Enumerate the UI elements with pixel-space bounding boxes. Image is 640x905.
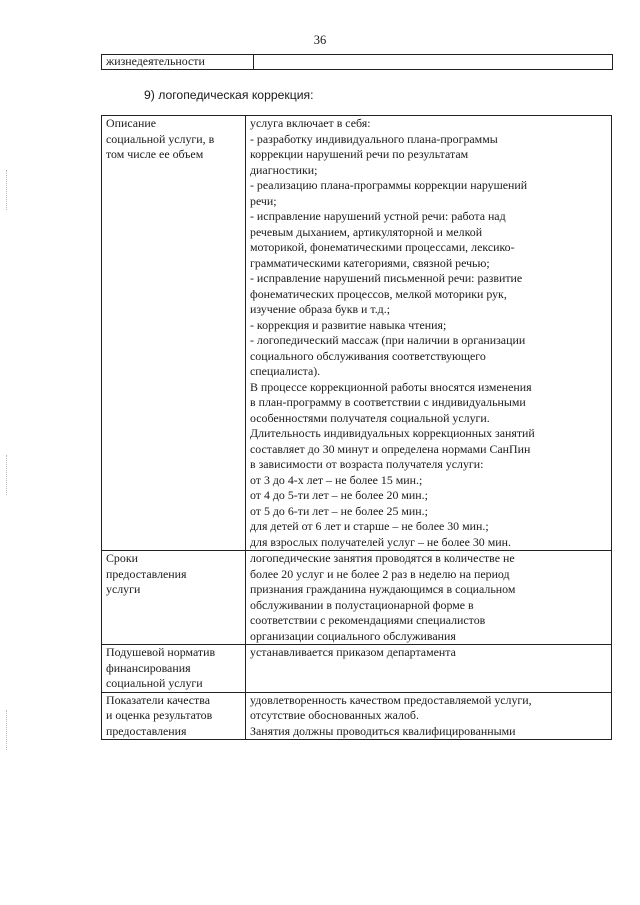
label-line: предоставления: [106, 723, 187, 738]
table-cell-label: [102, 116, 246, 551]
content-line: отсутствие обоснованных жалоб.: [250, 708, 419, 722]
content-line: более 20 услуг и не более 2 раз в неделю на период: [250, 566, 510, 581]
content-line: специалиста).: [250, 364, 321, 378]
table-row: [102, 645, 612, 693]
scan-artifact: [6, 170, 9, 210]
table-row: [102, 692, 612, 740]
table-cell-content: [246, 645, 612, 693]
table-row: [102, 116, 612, 551]
content-line: речевым дыханием, артикуляторной и мелкой: [250, 224, 483, 239]
content-line: речи;: [250, 193, 277, 208]
label-line: Сроки: [106, 551, 138, 565]
label-line: Подушевой норматив: [106, 645, 216, 659]
content-line: для детей от 6 лет и старше – не более 30 мин.;: [250, 519, 489, 533]
content-line: обслуживании в полустационарной форме в: [250, 597, 474, 612]
table-row: [102, 551, 612, 645]
content-line: составляет до 30 минут и определена нормами СанПин: [250, 441, 531, 456]
section-heading: 9) логопедическая коррекция:: [144, 88, 314, 102]
content-line: от 5 до 6-ти лет – не более 25 мин.;: [250, 503, 428, 518]
scan-artifact: [6, 710, 9, 750]
label-line: услуги: [106, 582, 141, 596]
content-line: Занятия должны проводиться квалифицированными: [250, 723, 516, 738]
content-line: организации социального обслуживания: [250, 628, 456, 643]
table-cell-content: [246, 116, 612, 551]
content-line: Длительность индивидуальных коррекционных занятий: [250, 426, 535, 440]
content-line: - логопедический массаж (при наличии в организации: [250, 333, 526, 347]
content-line: коррекции нарушений речи по результатам: [250, 147, 469, 161]
table-cell-content: [254, 55, 613, 70]
content-line: диагностики;: [250, 162, 318, 177]
content-line: особенностями получателя социальной услуги.: [250, 410, 490, 425]
content-line: - реализацию плана-программы коррекции нарушений: [250, 178, 528, 192]
label-line: социальной услуги, в: [106, 131, 215, 146]
content-line: от 4 до 5-ти лет – не более 20 мин.;: [250, 488, 428, 502]
service-description-table: [101, 115, 612, 740]
label-line: том числе ее объем: [106, 147, 204, 161]
content-line: для взрослых получателей услуг – не более 30 мин.: [250, 534, 511, 549]
content-line: В процессе коррекционной работы вносятся изменения: [250, 379, 532, 394]
label-line: финансирования: [106, 660, 191, 675]
content-line: - разработку индивидуального плана-программы: [250, 131, 498, 146]
page-number: 36: [313, 33, 327, 47]
content-line: удовлетворенность качеством предоставляемой услуги,: [250, 692, 532, 707]
content-line: социального обслуживания соответствующего: [250, 348, 486, 363]
content-line: признания гражданина нуждающимся в социальном: [250, 582, 516, 596]
label-line: предоставления: [106, 566, 187, 581]
label-line: Описание: [106, 116, 157, 130]
content-line: моторикой, фонематическими процессами, лексико-: [250, 240, 515, 254]
content-line: в план-программу в соответствии с индивидуальными: [250, 395, 526, 409]
scan-artifact: [6, 455, 9, 495]
content-line: услуга включает в себя:: [250, 116, 371, 130]
content-line: в зависимости от возраста получателя услуги:: [250, 457, 484, 471]
content-line: фонематических процессов, мелкой моторики рук,: [250, 286, 507, 301]
table-row: [102, 55, 613, 70]
content-line: соответствии с рекомендациями специалистов: [250, 613, 486, 627]
content-line: от 3 до 4-х лет – не более 15 мин.;: [250, 472, 423, 487]
table-cell-content: [246, 692, 612, 740]
content-line: изучение образа букв и т.д.;: [250, 302, 390, 316]
table-cell-label: [102, 551, 246, 645]
content-line: - исправление нарушений устной речи: работа над: [250, 209, 506, 223]
content-line: - исправление нарушений письменной речи: развитие: [250, 271, 523, 285]
content-line: грамматическими категориями, связной речью;: [250, 255, 490, 270]
label-line: Показатели качества: [106, 692, 210, 707]
label-line: и оценка результатов: [106, 708, 213, 722]
table-cell-label: жизнедеятельности: [102, 55, 254, 70]
table-cell-label: [102, 692, 246, 740]
content-line: логопедические занятия проводятся в количестве не: [250, 551, 515, 565]
table-cell-label: [102, 645, 246, 693]
previous-table-fragment: [101, 54, 613, 70]
table-cell-content: [246, 551, 612, 645]
label-line: социальной услуги: [106, 676, 203, 690]
content-line: устанавливается приказом департамента: [250, 645, 456, 659]
content-line: - коррекция и развитие навыка чтения;: [250, 317, 447, 332]
